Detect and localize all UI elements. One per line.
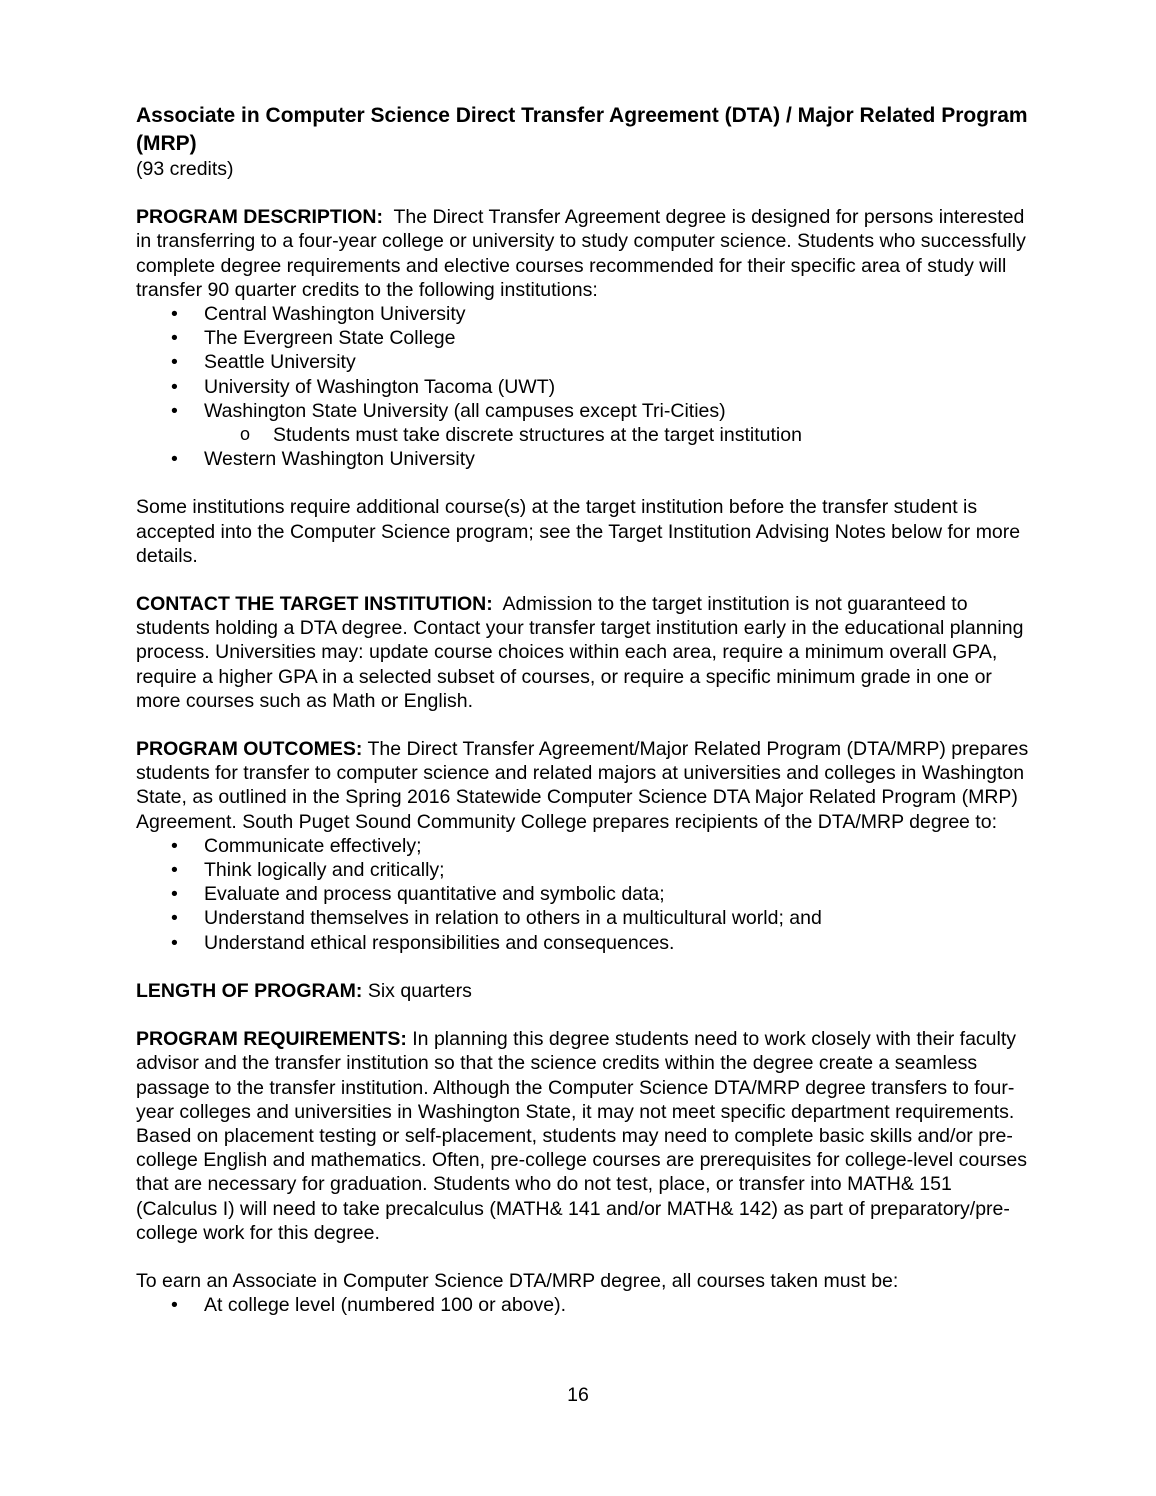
requirements-label: PROGRAM REQUIREMENTS: bbox=[136, 1028, 407, 1051]
contact-section bbox=[136, 592, 1036, 713]
outcomes-text: The Direct Transfer Agreement/Major Related Program (DTA/MRP) prepares students for transfer to computer science and related majors at universities and colleges in Washington State, as outlined in the Spring 2016 Statewide Computer Science DTA Major Related Program (MRP) Agreement. South Puget Sound Community College prepares recipients of the DTA/MRP degree to: bbox=[136, 738, 1029, 833]
outcomes-label: PROGRAM OUTCOMES: bbox=[136, 738, 363, 761]
requirements-text: In planning this degree students need to work closely with their faculty advisor and the transfer institution so that the science credits within the degree create a seamless passage to the transfer institution. Although the Computer Science DTA/MRP degree transfers to four-year colleges and universities in Washington State, it may not meet specific department requirements. Based on placement testing or self-placement, students may need to complete basic skills and/or pre-college English and mathematics. Often, pre-college courses are prerequisites for college-level courses that are necessary for graduation. Students who do not test, place, or transfer into MATH& 151 (Calculus I) will need to take precalculus (MATH& 141 and/or MATH& 142) as part of preparatory/pre-college work for this degree. bbox=[136, 1028, 1027, 1244]
additional-requirements: Some institutions require additional course(s) at the target institution before the transfer student is accepted into the Computer Science program; see the Target Institution Advising Notes below for more details. bbox=[136, 496, 1021, 567]
earn-list bbox=[136, 1293, 1036, 1317]
list-item: • At college level (numbered 100 or above). bbox=[136, 1293, 1036, 1317]
list-item: • Understand themselves in relation to others in a multicultural world; and bbox=[136, 906, 1036, 930]
program-description-text: The Direct Transfer Agreement degree is designed for persons interested in transferring to a four-year college or university to study computer science. Students who successfully complete degree requirements and elective courses recommended for their specific area of study will transfer 90 quarter credits to the following institutions: bbox=[136, 206, 1026, 301]
contact-label: CONTACT THE TARGET INSTITUTION: bbox=[136, 593, 493, 616]
program-description bbox=[136, 205, 1036, 302]
requirements-section bbox=[136, 1027, 1036, 1245]
earn-intro: To earn an Associate in Computer Science DTA/MRP degree, all courses taken must be: bbox=[136, 1269, 899, 1292]
list-item: • University of Washington Tacoma (UWT) bbox=[136, 375, 1036, 399]
list-item: • Understand ethical responsibilities and consequences. bbox=[136, 931, 1036, 955]
length-text: Six quarters bbox=[367, 979, 472, 1002]
contact-text: Admission to the target institution is not guaranteed to students holding a DTA degree. Contact your transfer target institution early in the educational planning process. Universities may: update course choices within each area, require a minimum overall GPA, require a higher GPA in a selected subset of courses, or require a specific minimum grade in one or more courses such as Math or English. bbox=[136, 593, 1024, 712]
list-item: • Washington State University (all campuses except Tri-Cities) bbox=[136, 399, 1036, 423]
credits-note: (93 credits) bbox=[136, 158, 234, 180]
list-item: • The Evergreen State College bbox=[136, 326, 1036, 350]
list-item: • Communicate effectively; bbox=[136, 834, 1036, 858]
sub-list-item: o Students must take discrete structures at the target institution bbox=[136, 423, 1036, 447]
list-item: • Seattle University bbox=[136, 350, 1036, 374]
page-number: 16 bbox=[567, 1384, 589, 1406]
institution-list bbox=[136, 302, 1036, 471]
outcomes-list bbox=[136, 834, 1036, 955]
list-item: • Think logically and critically; bbox=[136, 858, 1036, 882]
list-item: • Evaluate and process quantitative and symbolic data; bbox=[136, 882, 1036, 906]
outcomes-section bbox=[136, 737, 1036, 834]
length-label: LENGTH OF PROGRAM: bbox=[136, 979, 363, 1002]
list-item: • Western Washington University bbox=[136, 447, 1036, 471]
program-description-label: PROGRAM DESCRIPTION: bbox=[136, 206, 384, 229]
page-title: Associate in Computer Science Direct Transfer Agreement (DTA) / Major Related Program (MRP) bbox=[136, 104, 1028, 155]
document-page bbox=[136, 102, 1036, 1317]
length-section bbox=[136, 979, 1036, 1003]
list-item: • Central Washington University bbox=[136, 302, 1036, 326]
